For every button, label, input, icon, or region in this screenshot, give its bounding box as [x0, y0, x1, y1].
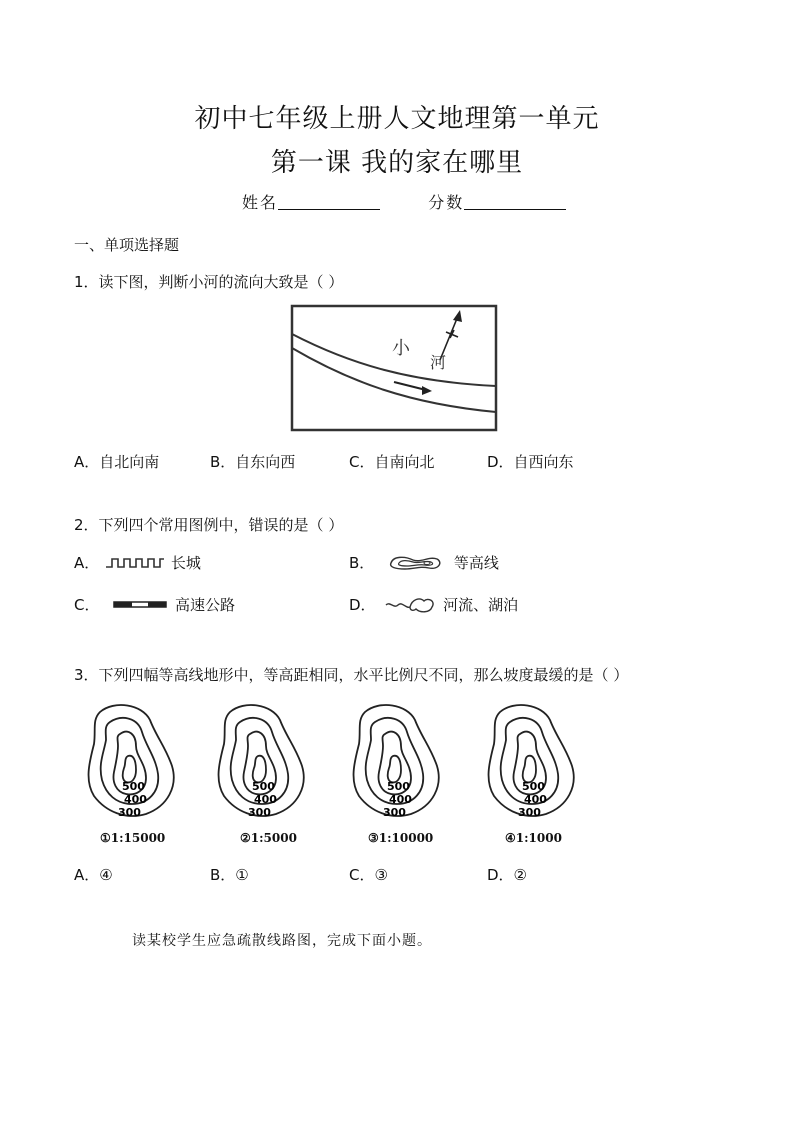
q1-option-d[interactable]: D．自西向东 [487, 453, 574, 471]
q2-option-a-label: 长城 [170, 554, 201, 572]
contour-map-4-caption: ④1:1000 [505, 831, 562, 845]
name-blank[interactable] [278, 195, 380, 210]
river-map-figure [290, 304, 500, 434]
river-label-1: 小 [392, 338, 410, 359]
q2-option-c-label: 高速公路 [175, 596, 236, 614]
contour-label-300: 300 [518, 806, 541, 819]
score-blank[interactable] [464, 195, 566, 210]
contour-map-1 [84, 700, 184, 824]
q2-option-b-letter: B． [349, 554, 375, 572]
q3-option-d[interactable]: D．② [487, 866, 527, 884]
contour-map-2-caption: ②1:5000 [240, 831, 297, 845]
q2-option-d[interactable] [349, 594, 518, 615]
question-2-stem: 2．下列四个常用图例中，错误的是（ ） [74, 516, 344, 534]
contour-map-4 [484, 700, 584, 824]
contour-label-400: 400 [254, 793, 277, 806]
contour-label-400: 400 [524, 793, 547, 806]
q2-option-a-letter: A． [74, 554, 100, 572]
q1-option-c[interactable]: C．自南向北 [349, 453, 435, 471]
contour-label-500: 500 [122, 780, 145, 793]
contour-label-500: 500 [252, 780, 275, 793]
q2-option-d-letter: D． [349, 596, 376, 614]
contour-map-2 [214, 700, 314, 824]
page-subtitle: 第一课 我的家在哪里 [270, 148, 524, 178]
contour-label-300: 300 [118, 806, 141, 819]
contour-icon [387, 554, 443, 572]
question-1-stem: 1．读下图，判断小河的流向大致是（ ） [74, 273, 344, 291]
contour-label-500: 500 [387, 780, 410, 793]
contour-label-400: 400 [389, 793, 412, 806]
q2-option-a[interactable] [74, 552, 201, 573]
q3-option-c[interactable]: C．③ [349, 866, 388, 884]
q3-option-a[interactable]: A．④ [74, 866, 113, 884]
score-label: 分数 [428, 193, 465, 212]
contour-label-300: 300 [383, 806, 406, 819]
q2-option-d-label: 河流、湖泊 [443, 596, 519, 614]
name-label: 姓名 [242, 193, 279, 212]
q1-option-b[interactable]: B．自东向西 [210, 453, 296, 471]
contour-label-500: 500 [522, 780, 545, 793]
q2-option-b[interactable] [349, 552, 499, 573]
q3-option-b[interactable]: B．① [210, 866, 249, 884]
q2-option-c-letter: C． [74, 596, 100, 614]
contour-label-300: 300 [248, 806, 271, 819]
highway-icon [112, 598, 170, 612]
q2-option-b-label: 等高线 [453, 554, 499, 572]
page-title: 初中七年级上册人文地理第一单元 [194, 104, 600, 134]
section-heading: 一、单项选择题 [74, 236, 180, 254]
name-score-line [242, 190, 566, 213]
contour-map-3-caption: ③1:10000 [368, 831, 434, 845]
river-label-2: 河 [430, 353, 447, 372]
river-lake-icon [384, 595, 438, 615]
great-wall-icon [104, 555, 166, 571]
q1-option-a[interactable]: A．自北向南 [74, 453, 160, 471]
contour-map-1-caption: ①1:15000 [100, 831, 166, 845]
contour-label-400: 400 [124, 793, 147, 806]
reading-prompt: 读某校学生应急疏散线路图，完成下面小题。 [132, 933, 432, 949]
q2-option-c[interactable] [74, 594, 235, 615]
question-3-stem: 3．下列四幅等高线地形中，等高距相同，水平比例尺不同，那么坡度最缓的是（ ） [74, 666, 629, 684]
contour-map-3 [349, 700, 449, 824]
